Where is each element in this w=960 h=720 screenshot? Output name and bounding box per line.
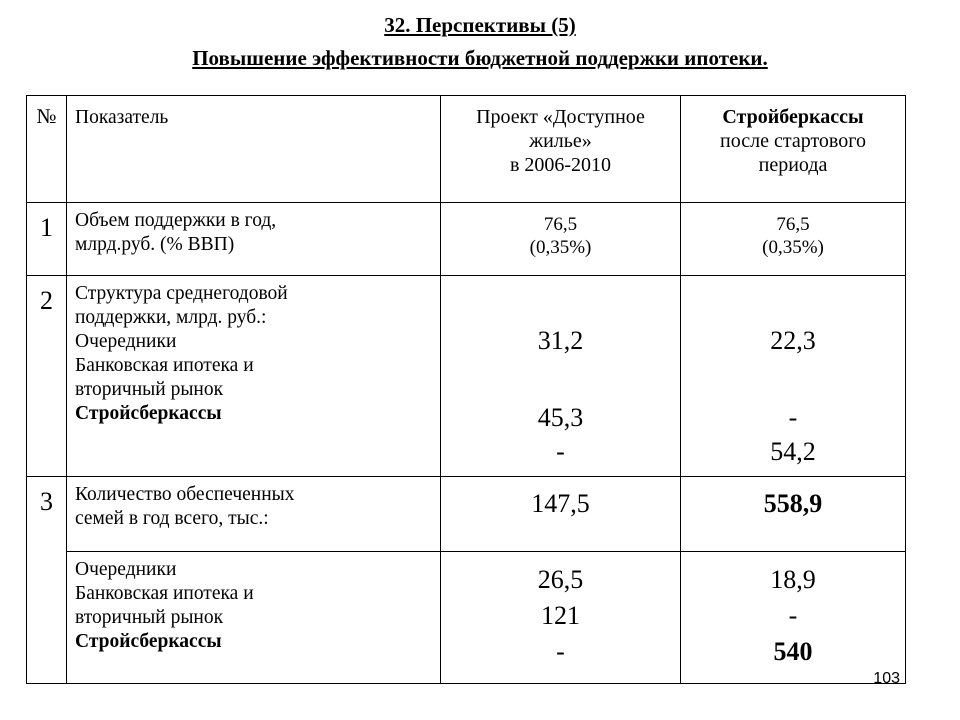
slide-subtitle: Повышение эффективности бюджетной поддержки ипотеки.: [192, 46, 768, 70]
row-number: 1: [27, 203, 67, 276]
table-row: [27, 276, 906, 477]
row-indicator: Структура среднегодовой поддержки, млрд. руб.: Очередники Банковская ипотека и вторичный рынок Стройсберкассы: [67, 276, 441, 477]
header-number: №: [27, 96, 67, 203]
slide-title: 32. Перспективы (5): [384, 13, 576, 37]
header-indicator: Показатель: [67, 96, 441, 203]
row-number: 2: [27, 276, 67, 477]
table-row: [27, 203, 906, 276]
comparison-table: [26, 95, 906, 684]
row-stroy-value: 18,9 - 540: [681, 552, 906, 684]
row-stroy-value: 76,5 (0,35%): [681, 203, 906, 276]
row-project-value: 31,2 45,3 -: [441, 276, 681, 477]
row-indicator: Очередники Банковская ипотека и вторичный рынок Стройсберкассы: [67, 552, 441, 684]
row-stroy-value: 558,9: [681, 477, 906, 552]
table-row: [27, 552, 906, 684]
header-stroy: Стройберкассы после стартового периода: [681, 96, 906, 203]
row-number: 3: [27, 477, 67, 684]
row-project-value: 147,5: [441, 477, 681, 552]
page-number: 103: [873, 670, 900, 687]
row-stroy-value: 22,3 - 54,2: [681, 276, 906, 477]
header-project: Проект «Доступное жилье» в 2006-2010: [441, 96, 681, 203]
table-row: [27, 477, 906, 552]
row-project-value: 26,5 121 -: [441, 552, 681, 684]
row-indicator: Количество обеспеченных семей в год всего, тыс.:: [67, 477, 441, 552]
table-header-row: [27, 96, 906, 203]
row-indicator: Объем поддержки в год, млрд.руб. (% ВВП): [67, 203, 441, 276]
row-project-value: 76,5 (0,35%): [441, 203, 681, 276]
